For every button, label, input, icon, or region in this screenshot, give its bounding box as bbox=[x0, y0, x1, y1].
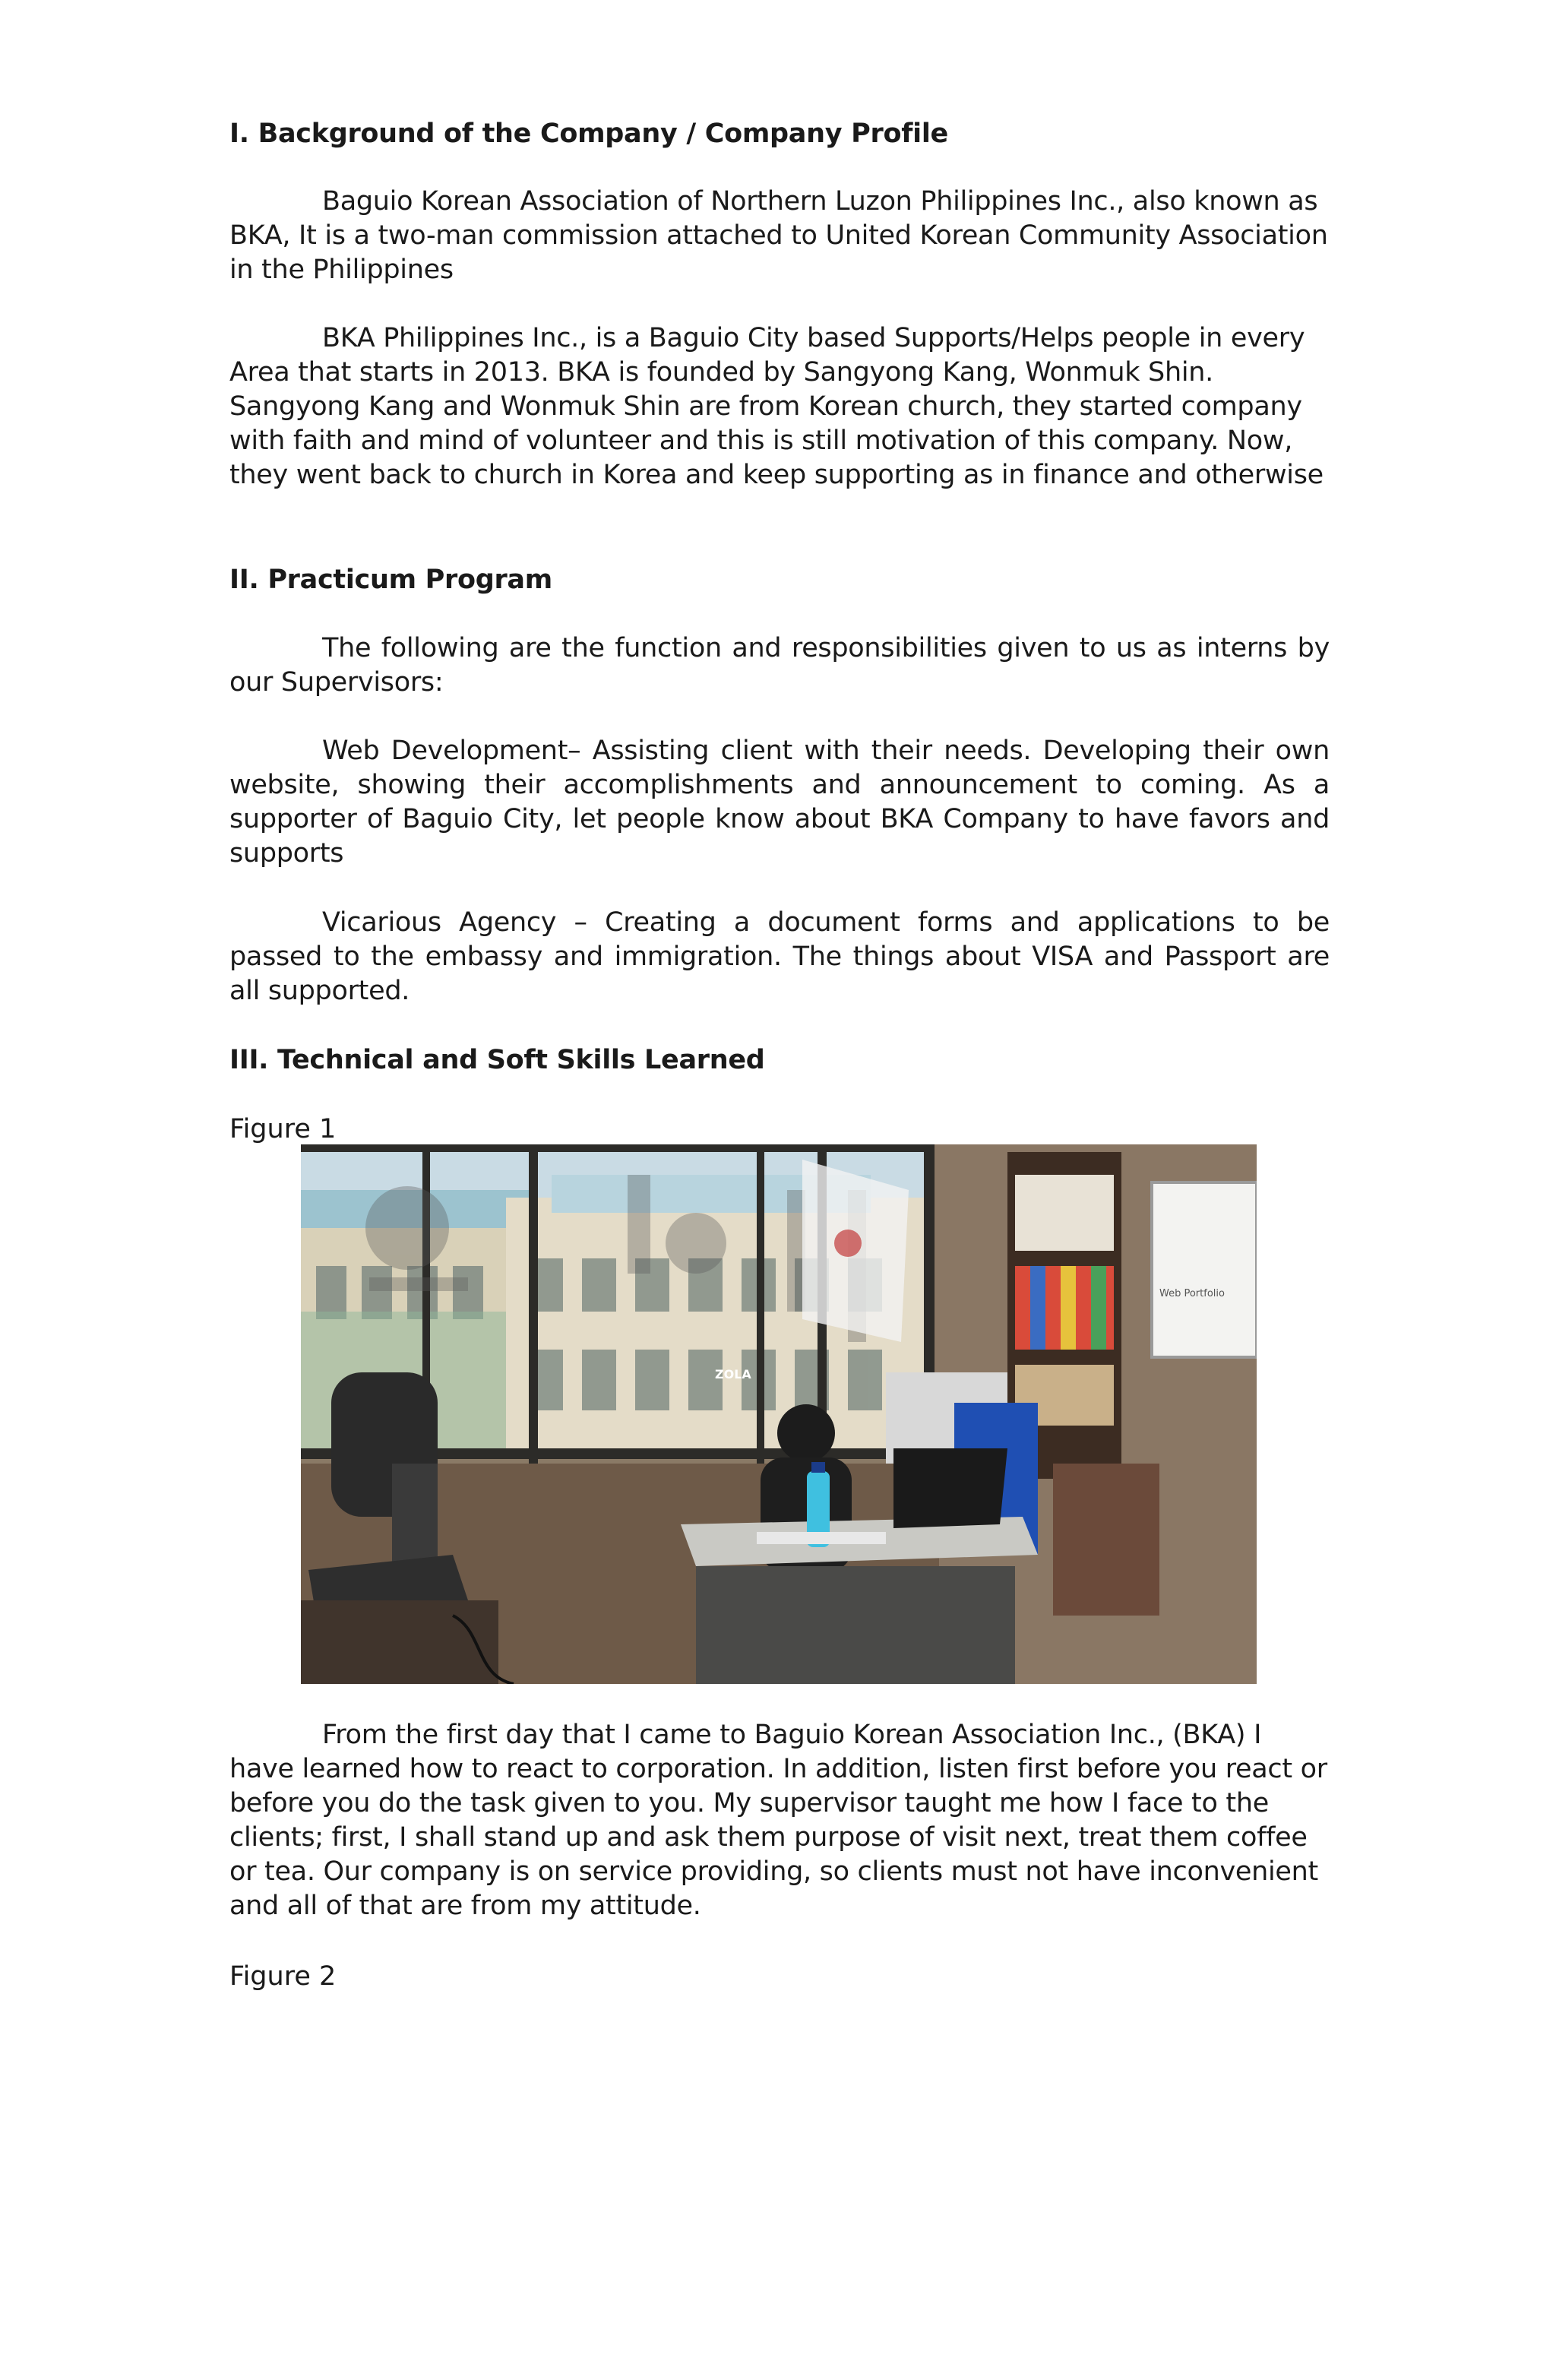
section-1-heading: I. Background of the Company / Company Profile bbox=[229, 119, 948, 149]
section-2-heading: II. Practicum Program bbox=[229, 565, 552, 595]
section-2-paragraph-1: The following are the function and responsibilities given to us as interns by our Supervisors: bbox=[229, 633, 1330, 698]
section-3-paragraph-1: From the first day that I came to Baguio Korean Association Inc., (BKA) I have learned how to react to corporation. In addition, listen first before you react or before you do the task given to you. My supervisor taught me how I face to the clients; first, I shall stand up and ask them purpose of visit next, treat them coffee or tea. Our company is on service providing, so clients must not have inconvenient and all of that are from my attitude. bbox=[229, 1720, 1327, 1921]
figure-1-label: Figure 1 bbox=[229, 1114, 337, 1144]
section-1-paragraph-2: BKA Philippines Inc., is a Baguio City based Supports/Helps people in every Area that starts in 2013. BKA is founded by Sangyong Kang, Wonmuk Shin. Sangyong Kang and Wonmuk Shin are from Korean church, they started company with faith and mind of volunteer and this is still motivation of this company. Now, they went back to church in Korea and keep supporting as in finance and otherwise bbox=[229, 323, 1324, 490]
section-1-paragraph-1: Baguio Korean Association of Northern Luzon Philippines Inc., also known as BKA, It is a two-man commission attached to United Korean Community Association in the Philippines bbox=[229, 186, 1328, 285]
whiteboard-text: Web Portfolio bbox=[1159, 1288, 1225, 1299]
section-2-paragraph-3: Vicarious Agency – Creating a document forms and applications to be passed to the embassy and immigration. The things about VISA and Passport are all supported. bbox=[229, 907, 1330, 1006]
section-3-heading: III. Technical and Soft Skills Learned bbox=[229, 1045, 765, 1075]
figure-2-label: Figure 2 bbox=[229, 1961, 337, 1992]
section-2-paragraph-2: Web Development– Assisting client with their needs. Developing their own website, showing their accomplishments and announcement to coming. As a supporter of Baguio City, let people know about BKA Company to have favors and supports bbox=[229, 736, 1330, 869]
store-sign-text: ZOLA bbox=[715, 1367, 751, 1381]
figure-1-photo bbox=[301, 1144, 1257, 1684]
